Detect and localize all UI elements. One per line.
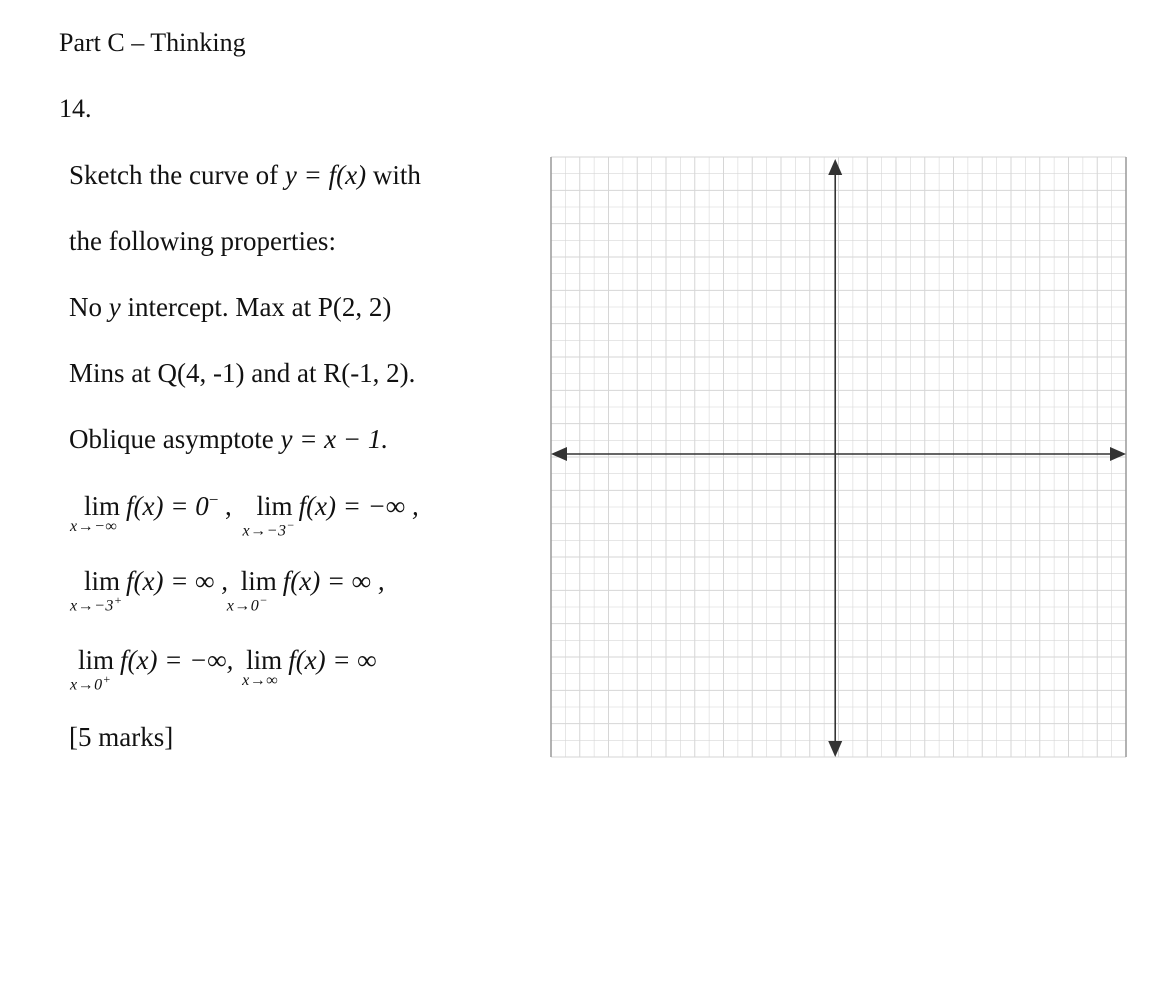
lim-subscript-main: x→0 [70, 676, 103, 694]
lim-subscript [70, 672, 111, 694]
lim-subscript-sign: + [102, 672, 112, 686]
lim-subscript-main: x→−3 [242, 522, 287, 540]
lim-subscript-sign: + [113, 593, 123, 607]
limit-row-2 [70, 566, 385, 615]
lim-subscript-main: x→0 [226, 597, 260, 615]
limit-2b [226, 566, 277, 615]
marks-label: [5 marks] [69, 722, 174, 752]
limit-2b-expr: f(x) = ∞ , [282, 566, 385, 596]
y-axis-arrow-down-icon [828, 741, 842, 757]
limit-1a-expr: f(x) = 0 [126, 491, 209, 521]
limit-1b [242, 491, 296, 540]
lim-subscript-sign: − [286, 518, 296, 532]
line1-text-c: with [366, 160, 421, 190]
line1-math: y = f(x) [284, 160, 367, 190]
y-axis-arrow-up-icon [828, 159, 842, 175]
question-line-1 [69, 160, 421, 191]
limit-1a-tail: , [218, 491, 232, 521]
limit-1a [70, 491, 121, 535]
lim-word: lim [84, 491, 121, 521]
lim-word: lim [78, 645, 115, 675]
question-line-4: Mins at Q(4, -1) and at R(-1, 2). [69, 358, 416, 388]
limit-1b-expr: f(x) = −∞ , [298, 491, 419, 521]
limit-2a [70, 566, 123, 615]
limit-row-1 [70, 490, 419, 540]
question-line-2: the following properties: [69, 226, 336, 256]
line5-math: y = x − 1. [280, 424, 389, 454]
lim-word: lim [84, 566, 121, 596]
x-axis-arrow-right-icon [1110, 447, 1126, 461]
lim-subscript: x→−∞ [70, 518, 118, 535]
line3-math: y [108, 292, 121, 322]
limit-1a-sup: − [208, 490, 219, 509]
line3-text-a: No [69, 292, 109, 322]
limit-3b [242, 645, 283, 689]
part-title: Part C – Thinking [59, 28, 246, 57]
lim-subscript-sign: − [259, 593, 268, 607]
lim-subscript-main: x→−3 [70, 597, 114, 615]
lim-word: lim [240, 566, 277, 596]
question-line-3 [69, 292, 391, 323]
line1-text-a: Sketch the curve of [69, 160, 285, 190]
lim-word: lim [256, 491, 293, 521]
x-axis-arrow-left-icon [551, 447, 567, 461]
limit-2a-expr: f(x) = ∞ , [126, 566, 228, 596]
limit-3a-expr: f(x) = −∞, [120, 645, 234, 675]
lim-subscript [70, 593, 123, 615]
question-line-5 [69, 424, 388, 455]
limit-3a [70, 645, 115, 694]
lim-word: lim [246, 645, 283, 675]
graph-grid[interactable] [549, 154, 1129, 762]
lim-subscript [227, 593, 268, 615]
question-number: 14. [59, 94, 92, 123]
line5-text-a: Oblique asymptote [69, 424, 281, 454]
limit-row-3 [70, 645, 377, 694]
lim-subscript: x→∞ [242, 672, 279, 689]
lim-subscript [243, 518, 296, 540]
limit-3b-expr: f(x) = ∞ [288, 645, 377, 675]
line3-text-c: intercept. Max at P(2, 2) [120, 292, 392, 322]
